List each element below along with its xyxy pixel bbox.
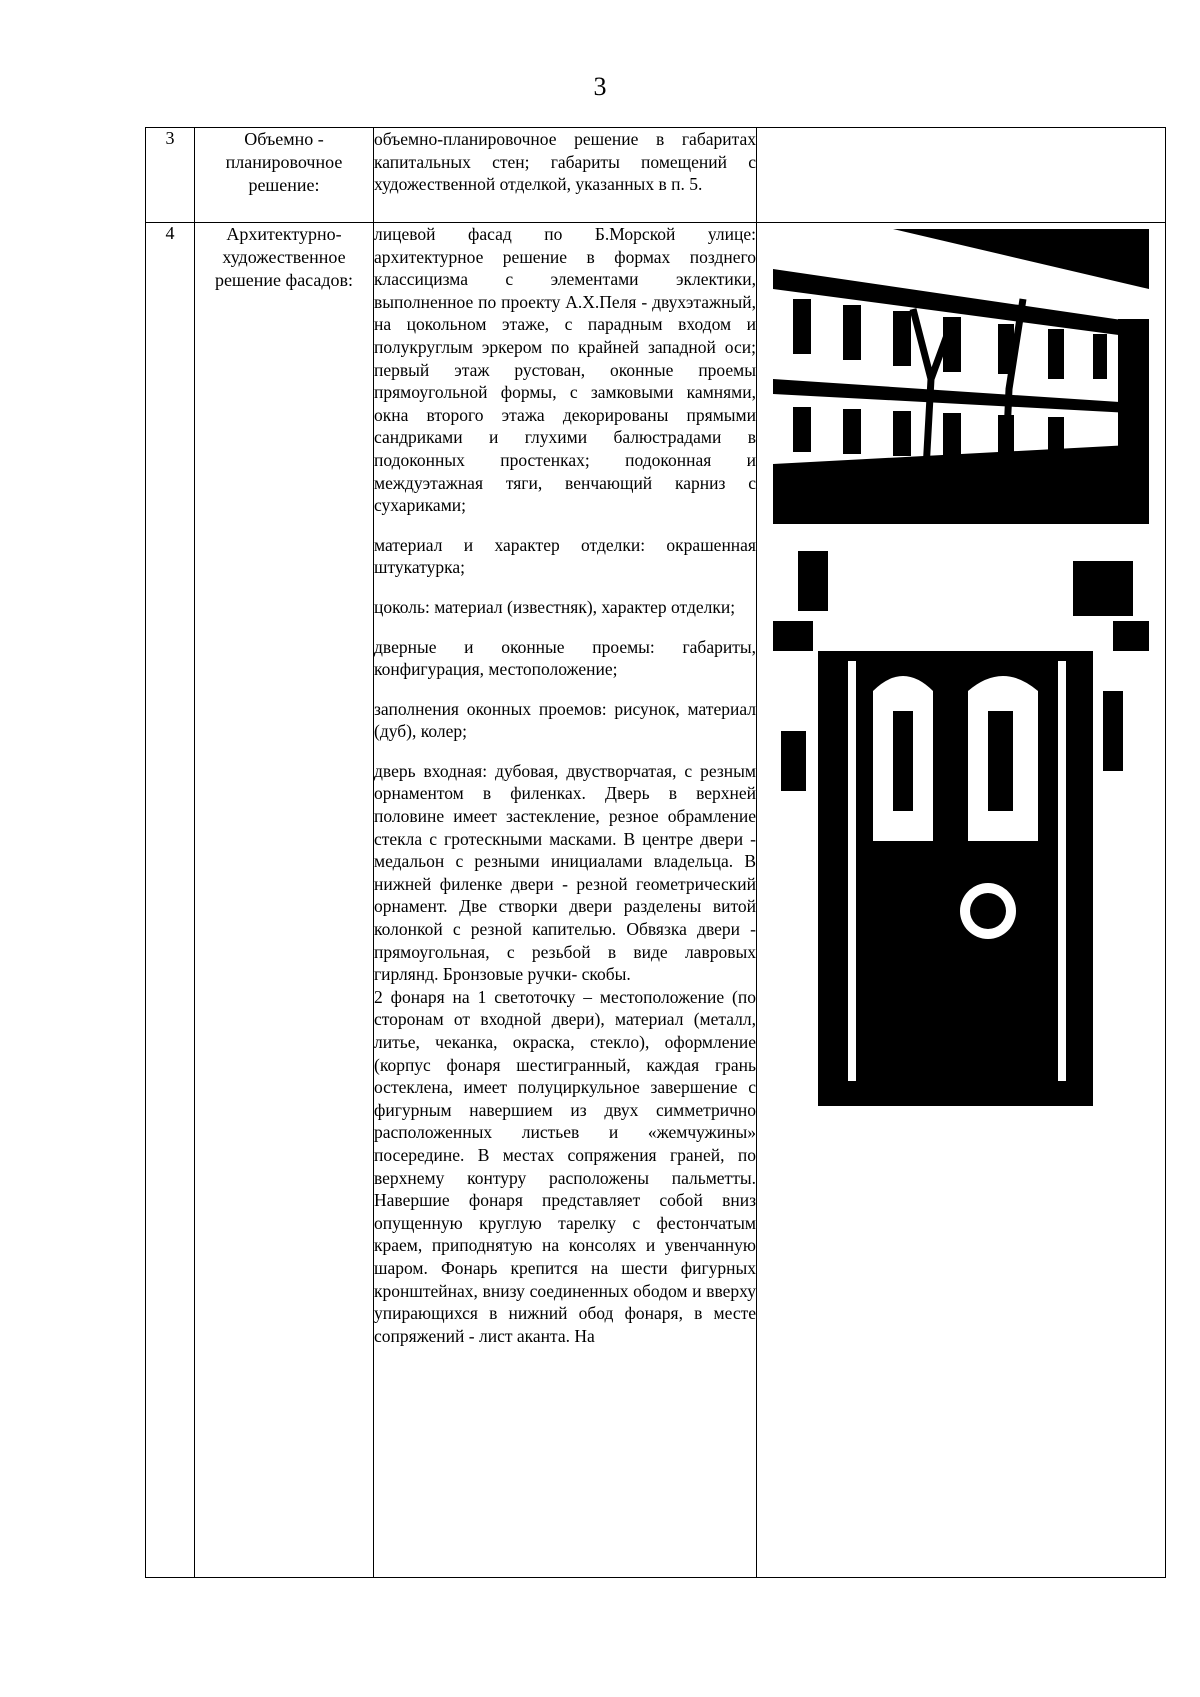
- description-paragraph: заполнения оконных проемов: рисунок, материал (дуб), колер;: [374, 698, 756, 742]
- protection-subject-table: [145, 127, 1166, 1578]
- row-name: Архитектурно-художественное решение фасадов:: [195, 223, 374, 1578]
- description-paragraph: 2 фонаря на 1 светоточку – местоположение (по сторонам от входной двери), материал (металл, литье, чеканка, окраска, стекло), оформление (корпус фонаря шестигранный, каждая грань остеклена, имеет полуциркульное завершение с фигурным навершием из двух симметрично расположенных листьев и «жемчужины» посередине. В местах сопряжения граней, по верхнему контуру расположены пальметты. Навершие фонаря представляет собой вниз опущенную круглую тарелку с фестончатым краем, приподнятую на консолях и увенчанную шаром. Фонарь крепится на шести фигурных кронштейнах, внизу соединенных ободом и вверху упирающихся в нижний обод фонаря, в месте сопряжений - лист аканта. На: [374, 986, 756, 1346]
- table-row: [146, 128, 1166, 223]
- photo-cell-empty: [757, 128, 1166, 223]
- row-number: 4: [146, 223, 195, 1578]
- photo-cell: [757, 223, 1166, 1578]
- description-paragraph: дверные и оконные проемы: габариты, конфигурация, местоположение;: [374, 636, 756, 680]
- row-name: Объемно - планировочное решение:: [195, 128, 374, 223]
- page-number: 3: [593, 72, 607, 101]
- row-number: 3: [146, 128, 195, 223]
- description-paragraph: цоколь: материал (известняк), характер отделки;: [374, 596, 736, 617]
- row-description: объемно-планировочное решение в габаритах капитальных стен; габариты помещений с художественной отделкой, указанных в п. 5.: [374, 128, 757, 223]
- description-paragraph: материал и характер отделки: окрашенная штукатурка;: [374, 534, 756, 578]
- entrance-door-photo: [773, 541, 1149, 1106]
- row-description: [374, 223, 757, 1578]
- facade-photo: [773, 229, 1149, 524]
- table-row: [146, 223, 1166, 1578]
- description-paragraph: лицевой фасад по Б.Морской улице: архитектурное решение в формах позднего классицизма с элементами эклектики, выполненное по проекту А.Х.Пеля - двухэтажный, на цокольном этаже, с парадным входом и полукруглым эркером по крайней западной оси; первый этаж рустован, оконные проемы прямоугольной формы, с замковыми камнями, окна второго этажа декорированы прямыми сандриками и глухими балюстрадами в подоконных простенках; подоконная и междуэтажная тяги, венчающий карниз с сухариками;: [374, 224, 756, 516]
- description-paragraph: дверь входная: дубовая, двустворчатая, с резным орнаментом в филенках. Дверь в верхней половине имеет застекление, резное обрамление стекла с гротескными масками. В центре двери - медальон с резными инициалами владельца. В нижней филенке двери - резной геометрический орнамент. Две створки двери разделены витой колонкой с резной капителью. Обвязка двери - прямоугольная, с резьбой в виде лавровых гирлянд. Бронзовые ручки- скобы.: [374, 760, 756, 985]
